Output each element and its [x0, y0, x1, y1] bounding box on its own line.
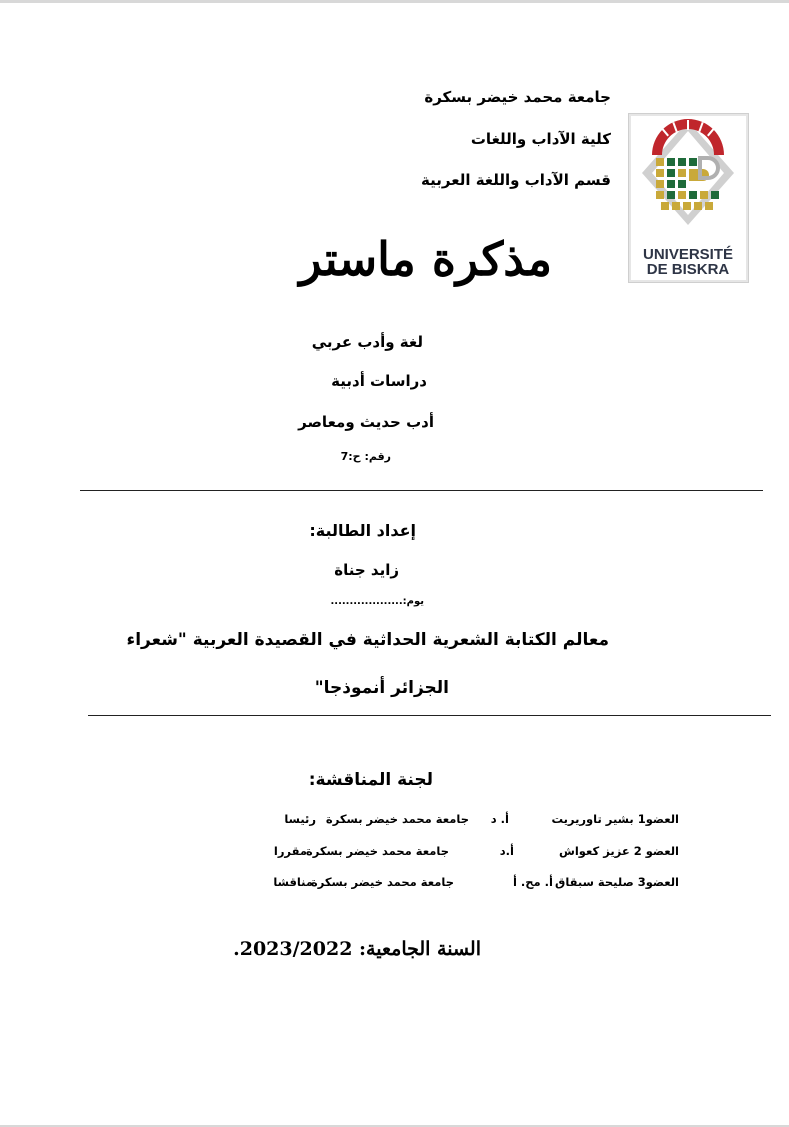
defense-date: يوم:................... — [330, 596, 424, 607]
specialty: أدب حديث ومعاصر — [298, 413, 434, 431]
academic-year: السنة الجامعية: 2023/2022. — [233, 938, 481, 960]
committee-member-1-university: جامعة محمد خيضر بسكرة — [325, 812, 469, 826]
prepared-by-label: إعداد الطالبة: — [309, 521, 416, 540]
divider-bottom — [88, 715, 771, 716]
committee-member-2-rank: أ.د — [499, 844, 514, 858]
committee-member-3-rank: أ. مح. أ — [512, 875, 553, 889]
committee-member-1-name: العضو1 بشير تاوريريت — [551, 812, 679, 826]
committee-member-2-university: جامعة محمد خيضر بسكرة — [305, 844, 449, 858]
committee-label: لجنة المناقشة: — [308, 770, 433, 790]
top-border — [0, 0, 789, 3]
reference-number: رقم: ح:7 — [340, 450, 391, 463]
committee-member-2-name: العضو 2 عزيز كعواش — [558, 844, 679, 858]
branch: دراسات أدبية — [331, 372, 427, 390]
divider-top — [80, 490, 763, 491]
page-title: مذكرة ماستر — [299, 232, 552, 286]
thesis-title-line1: معالم الكتابة الشعرية الحداثية في القصيدة العربية "شعراء — [126, 630, 609, 650]
committee-member-2-role: مقررا — [273, 844, 307, 858]
logo-text-line1: UNIVERSITÉ — [642, 246, 734, 263]
department-name: قسم الآداب واللغة العربية — [421, 171, 611, 189]
student-name: زايد جناة — [334, 561, 399, 579]
university-name: جامعة محمد خيضر بسكرة — [424, 88, 611, 106]
committee-member-3-role: مناقشا — [273, 875, 313, 889]
faculty-name: كلية الآداب واللغات — [470, 130, 611, 148]
committee-member-1-role: رئيسا — [284, 812, 316, 826]
committee-member-1-rank: أ. د — [490, 812, 509, 826]
committee-member-3-university: جامعة محمد خيضر بسكرة — [310, 875, 454, 889]
field-of-study: لغة وأدب عربي — [311, 333, 423, 351]
university-logo — [628, 113, 749, 283]
thesis-title-line2: الجزائر أنموذجا" — [314, 678, 449, 698]
committee-member-3-name: العضو3 صليحة سبقاق — [555, 875, 679, 889]
logo-text-line2: DE BISKRA — [646, 261, 730, 278]
